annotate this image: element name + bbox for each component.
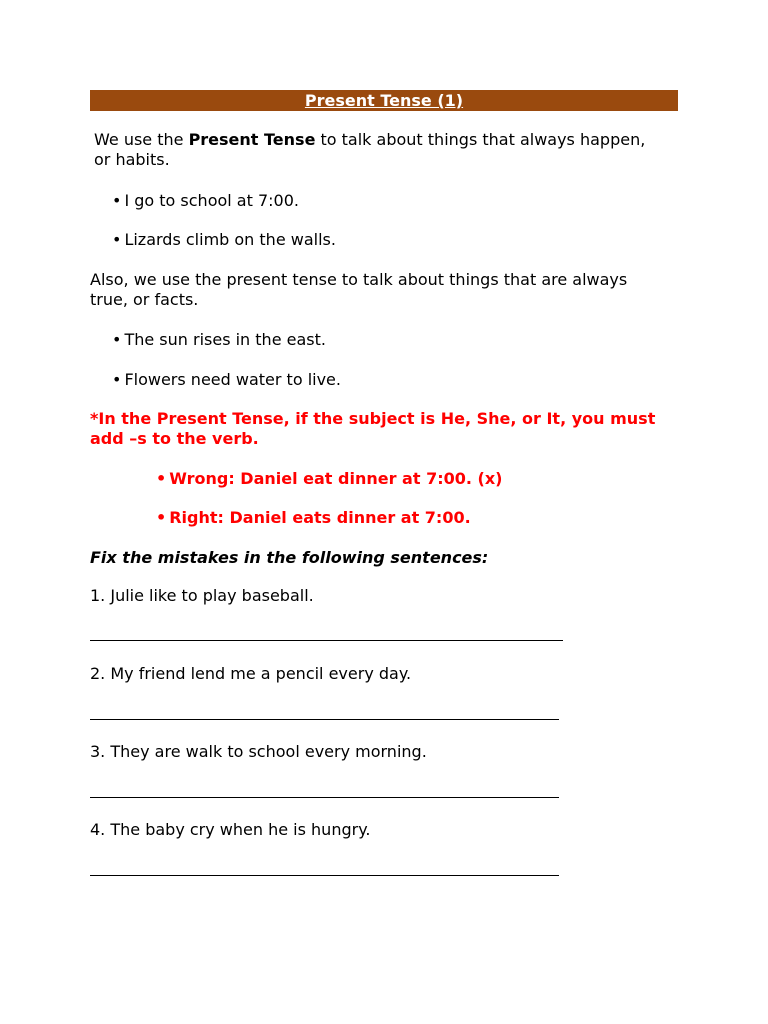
fact-example-text: The sun rises in the east.	[124, 330, 326, 349]
exercise-4: 4. The baby cry when he is hungry.	[90, 820, 371, 839]
bullet-icon: •	[112, 330, 122, 349]
fact-example-1	[112, 330, 326, 350]
exercise-1: 1. Julie like to play baseball.	[90, 586, 314, 605]
fact-example-text: Flowers need water to live.	[124, 370, 341, 389]
rule-note: *In the Present Tense, if the subject is He, She, or It, you must add –s to the verb.	[90, 409, 656, 448]
habit-example-text: Lizards climb on the walls.	[124, 230, 336, 249]
answer-line-1[interactable]	[90, 640, 563, 641]
rule-example-wrong	[156, 469, 502, 489]
exercise-instruction: Fix the mistakes in the following sentences:	[90, 548, 489, 567]
exercise-2: 2. My friend lend me a pencil every day.	[90, 664, 412, 683]
answer-line-2[interactable]	[90, 719, 559, 720]
page-title: Present Tense (1)	[304, 91, 464, 110]
bullet-icon: •	[156, 469, 167, 488]
bullet-icon: •	[112, 191, 122, 210]
bullet-icon: •	[112, 230, 122, 249]
rule-example-right	[156, 508, 471, 528]
answer-line-3[interactable]	[90, 797, 559, 798]
exercise-3: 3. They are walk to school every morning.	[90, 742, 427, 761]
bullet-icon: •	[112, 370, 122, 389]
intro-lead: We use the	[94, 130, 189, 149]
habit-example-text: I go to school at 7:00.	[124, 191, 299, 210]
habit-example-1	[112, 191, 299, 211]
fact-example-2	[112, 370, 341, 390]
rule-example-text: Wrong: Daniel eat dinner at 7:00. (x)	[169, 469, 503, 488]
title-bar	[90, 90, 678, 111]
intro-paragraph	[94, 130, 664, 170]
intro-emphasis: Present Tense	[188, 130, 316, 149]
bullet-icon: •	[156, 508, 167, 527]
answer-line-4[interactable]	[90, 875, 559, 876]
intro-rest: to talk about things that always happen, or habits.	[94, 130, 646, 169]
rule-example-text: Right: Daniel eats dinner at 7:00.	[169, 508, 471, 527]
facts-paragraph: Also, we use the present tense to talk about things that are always true, or facts.	[90, 270, 628, 309]
habit-example-2	[112, 230, 336, 250]
